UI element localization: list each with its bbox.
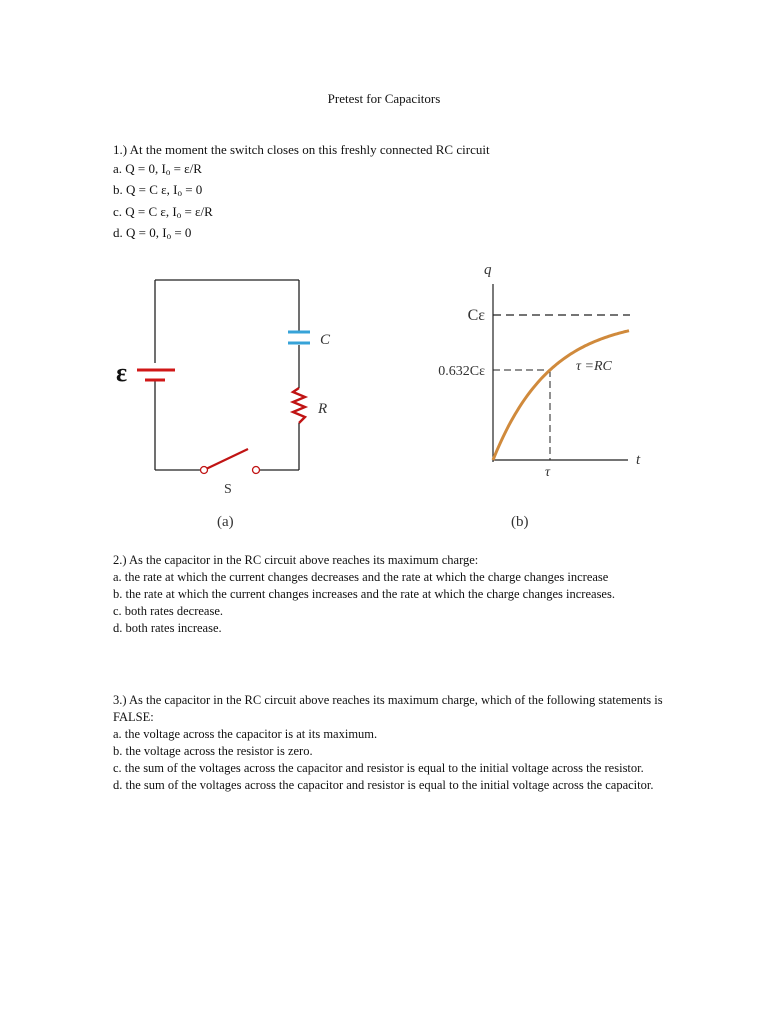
question-1-stem: 1.) At the moment the switch closes on this freshly connected RC circuit (113, 142, 490, 157)
emf-label: ε (116, 358, 128, 387)
circuit-diagram (155, 280, 299, 470)
question-2-option-d: d. both rates increase. (113, 621, 222, 635)
question-3 (113, 692, 673, 794)
question-2-option-b: b. the rate at which the current changes increases and the rate at which the charge changes increases. (113, 587, 615, 601)
question-3-option-d: d. the sum of the voltages across the capacitor and resistor is equal to the initial voltage across the capacitor. (113, 778, 654, 792)
switch-label: S (224, 482, 232, 497)
question-2-stem: 2.) As the capacitor in the RC circuit above reaches its maximum charge: (113, 553, 479, 567)
question-1 (113, 141, 673, 246)
question-1-option-d: d. Q = 0, $I_o = 0$ (113, 225, 192, 241)
tau-annotation: τ =RC (576, 359, 612, 374)
charge-graph (438, 262, 641, 530)
question-2-option-a: a. the rate at which the current changes decreases and the rate at which the charge changes increase (113, 570, 609, 584)
document-title: Pretest for Capacitors (327, 91, 441, 106)
question-1-option-a: a. Q = 0, $I_o = \varepsilon/R$ (113, 160, 202, 177)
capacitor-symbol (288, 332, 310, 343)
t-axis-label: t (636, 452, 641, 468)
q-axis-label: q (484, 262, 492, 278)
resistor-symbol (293, 388, 305, 423)
resistor-label: R (318, 401, 328, 417)
graph-caption: (b) (511, 514, 529, 530)
question-3-option-b: b. the voltage across the resistor is zero. (113, 744, 313, 758)
question-2 (113, 552, 673, 637)
charging-curve (493, 331, 629, 460)
question-3-option-c: c. the sum of the voltages across the capacitor and resistor is equal to the initial voltage across the resistor. (113, 761, 644, 775)
question-1-option-c: c. Q = C ε, $I_o = \varepsilon/R$ (113, 203, 213, 220)
tau-tick-label: τ (545, 465, 551, 480)
switch-symbol (201, 449, 260, 474)
question-3-option-a: a. the voltage across the capacitor is at its maximum. (113, 727, 378, 741)
max-charge-label: Cε (467, 307, 485, 324)
capacitor-label: C (320, 332, 331, 348)
rc-circuit-figure (100, 250, 660, 540)
question-1-option-b: b. Q = C ε, $I_o = 0$ (113, 182, 203, 198)
battery-symbol (137, 370, 175, 380)
question-2-option-c: c. both rates decrease. (113, 604, 224, 618)
circuit-caption: (a) (217, 514, 234, 530)
question-3-stem: 3.) As the capacitor in the RC circuit above reaches its maximum charge, which of the following statements is FALSE: (113, 693, 663, 724)
level-label: 0.632Cε (438, 364, 485, 379)
